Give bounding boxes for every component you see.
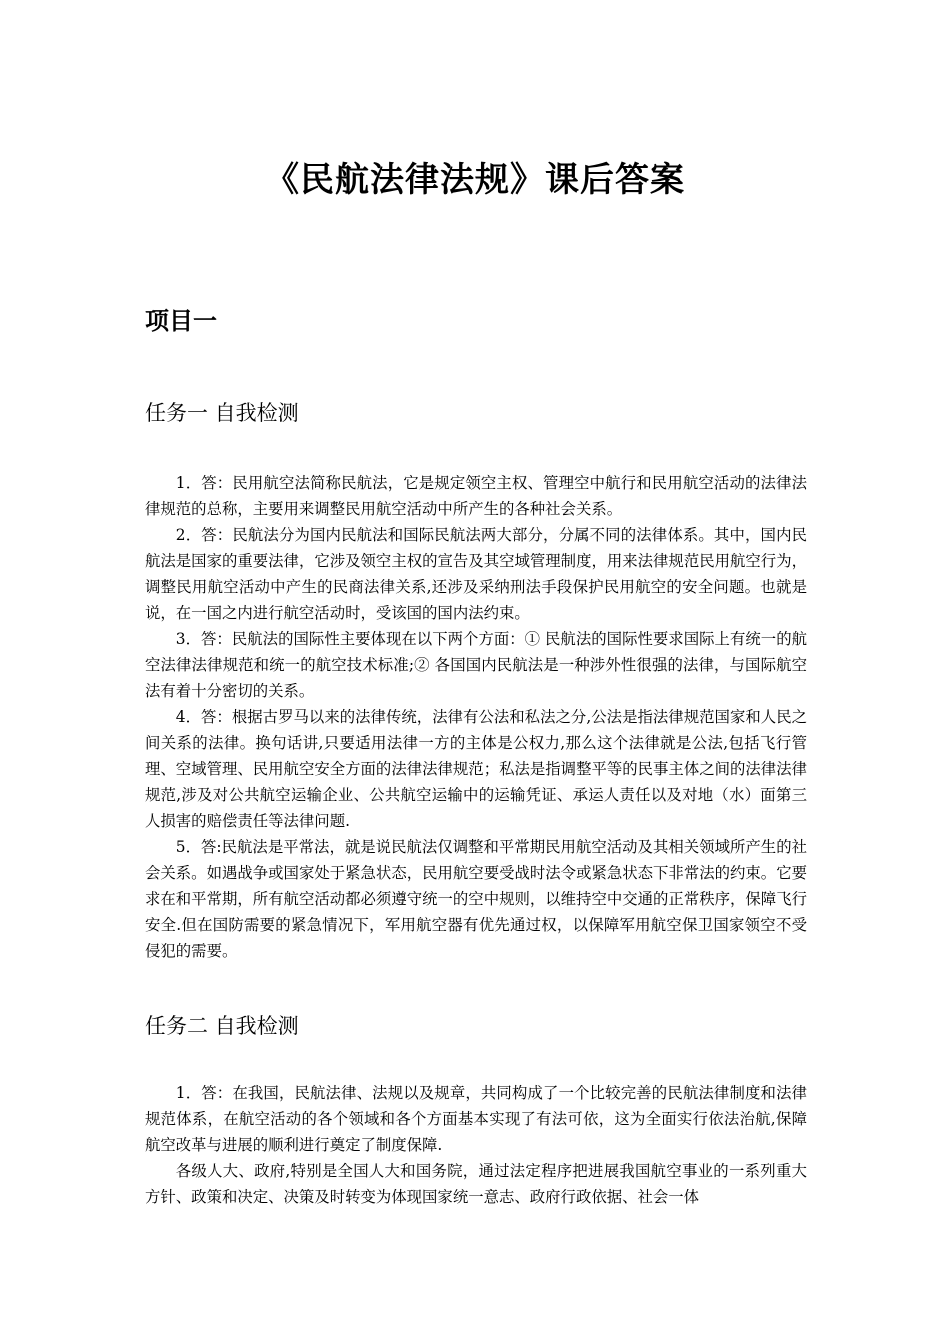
project-heading: 项目一 [145, 307, 217, 335]
task-1-answer-5: 5．答:民航法是平常法，就是说民航法仅调整和平常期民用航空活动及其相关领域所产生的社会关系。如遇战争或国家处于紧急状态，民用航空要受战时法令或紧急状态下非常法的约束。它要求在和平常期，所有航空活动都必须遵守统一的空中规则，以维持空中交通的正常秩序，保障飞行安全.但在国防需要的紧急情况下，军用航空器有优先通过权，以保障军用航空保卫国家领空不受侵犯的需要。 [145, 838, 807, 960]
document-title: 《民航法律法规》课后答案 [265, 160, 685, 200]
task-2-heading: 任务二 自我检测 [145, 1014, 299, 1038]
task-2-paragraph-2: 各级人大、政府,特别是全国人大和国务院，通过法定程序把进展我国航空事业的一系列重大方针、政策和决定、决策及时转变为体现国家统一意志、政府行政依据、社会一体 [145, 1162, 807, 1206]
task-1-answer-1: 1．答：民用航空法简称民航法，它是规定领空主权、管理空中航行和民用航空活动的法律法律规范的总称，主要用来调整民用航空活动中所产生的各种社会关系。 [145, 474, 807, 518]
task-1-answer-4: 4．答：根据古罗马以来的法律传统，法律有公法和私法之分,公法是指法律规范国家和人民之间关系的法律。换句话讲,只要适用法律一方的主体是公权力,那么这个法律就是公法,包括飞行管理、空域管理、民用航空安全方面的法律法律规范；私法是指调整平等的民事主体之间的法律法律规范,涉及对公共航空运输企业、公共航空运输中的运输凭证、承运人责任以及对地（水）面第三人损害的赔偿责任等法律问题. [145, 708, 807, 830]
task-1-heading: 任务一 自我检测 [145, 401, 299, 425]
task-1-answers [145, 470, 807, 964]
task-1-answer-2: 2．答：民航法分为国内民航法和国际民航法两大部分，分属不同的法律体系。其中，国内民航法是国家的重要法律，它涉及领空主权的宣告及其空域管理制度，用来法律规范民用航空行为，调整民用航空活动中产生的民商法律关系,还涉及采纳刑法手段保护民用航空的安全问题。也就是说，在一国之内进行航空活动时，受该国的国内法约束。 [145, 526, 807, 622]
task-2-answer-1: 1．答：在我国，民航法律、法规以及规章，共同构成了一个比较完善的民航法律制度和法律规范体系，在航空活动的各个领域和各个方面基本实现了有法可依，这为全面实行依法治航,保障航空改革与进展的顺利进行奠定了制度保障. [145, 1084, 807, 1154]
task-2-answers [145, 1080, 807, 1210]
task-1-answer-3: 3．答：民航法的国际性主要体现在以下两个方面：① 民航法的国际性要求国际上有统一的航空法律法律规范和统一的航空技术标准;② 各国国内民航法是一种涉外性很强的法律，与国际航空法有着十分密切的关系。 [145, 630, 808, 700]
